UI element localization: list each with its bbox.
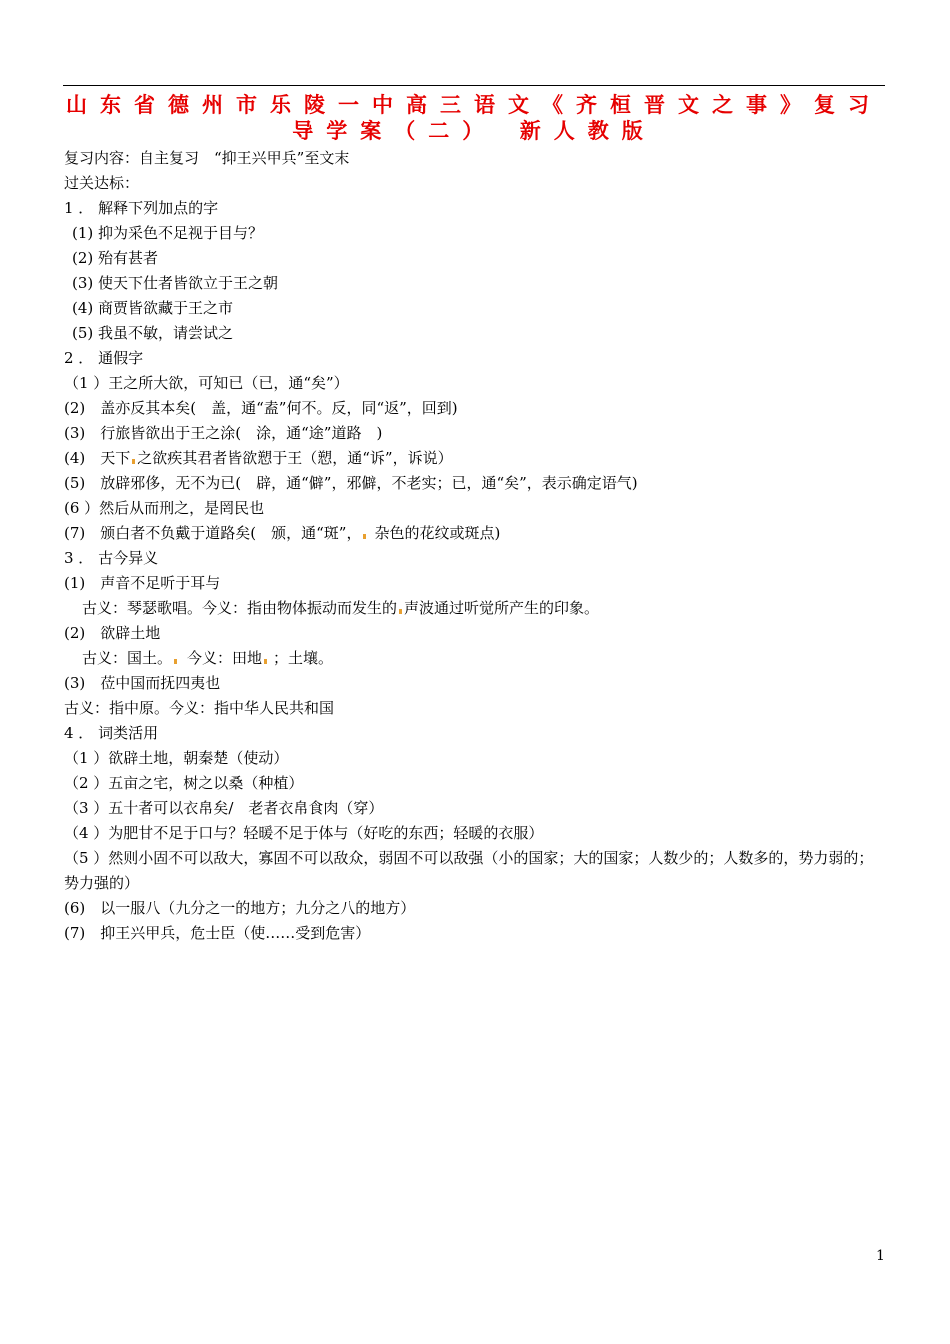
list-item: （5 ）然则小固不可以敌大，寡固不可以敌众，弱固不可以敌强（小的国家；大的国家；人数少的；人数多的，势力弱的；势力强的） bbox=[64, 849, 874, 892]
list-item: (3) 行旅皆欲出于王之涂( 涂，通“途”道路 ) bbox=[64, 424, 383, 442]
list-item: (6) 以一服八（九分之一的地方；九分之八的地方） bbox=[64, 899, 416, 917]
list-item: (2) 盖亦反其本矣( 盖，通“盍”何不。反，同“返”，回到) bbox=[64, 399, 458, 417]
section-4-heading: 4 ． 词类活用 bbox=[64, 724, 159, 742]
page-number: 1 bbox=[876, 1248, 885, 1264]
section-3-heading: 3 ． 古今异义 bbox=[64, 549, 159, 567]
list-item: （1 ）欲辟土地，朝秦楚（使动） bbox=[64, 749, 289, 767]
list-item: (6 ）然后从而刑之，是罔民也 bbox=[64, 499, 265, 517]
note-text: 古义：琴瑟歌唱。今义：指由物体振动而发生的 bbox=[82, 599, 398, 617]
emphasis-mark bbox=[363, 534, 366, 539]
goals-label: 过关达标： bbox=[64, 174, 140, 192]
item-text: (4) 天下 bbox=[64, 449, 131, 467]
list-item: (7) 抑王兴甲兵，危士臣（使……受到危害） bbox=[64, 924, 371, 942]
list-item bbox=[64, 446, 886, 471]
note-text: ；土壤。 bbox=[273, 649, 334, 667]
list-item: (3) 使天下仕者皆欲立于王之朝 bbox=[72, 274, 279, 292]
list-item: (1) 抑为采色不足视于目与？ bbox=[72, 224, 264, 242]
document-body bbox=[64, 146, 886, 946]
list-item: (4) 商贾皆欲藏于王之市 bbox=[72, 299, 234, 317]
item-text: (7) 颁白者不负戴于道路矣( 颁，通“斑”， bbox=[64, 524, 362, 542]
title-line-1: 山东省德州市乐陵一中高三语文《齐桓晋文之事》复习 bbox=[66, 93, 882, 117]
list-item: （4 ）为肥甘不足于口与？轻暖不足于体与（好吃的东西；轻暖的衣服） bbox=[64, 824, 544, 842]
section-1-heading: 1 ． 解释下列加点的字 bbox=[64, 199, 219, 217]
item-text: 之欲疾其君者皆欲愬于王（愬，通“诉”，诉说） bbox=[137, 449, 453, 467]
list-item: （2 ）五亩之宅，树之以桑（种植） bbox=[64, 774, 304, 792]
list-item: (2) 殆有甚者 bbox=[72, 249, 159, 267]
list-item: (5) 我虽不敏，请尝试之 bbox=[72, 324, 234, 342]
item-text: 杂色的花纹或斑点) bbox=[374, 524, 501, 542]
note bbox=[64, 646, 886, 671]
list-item: (5) 放辟邪侈，无不为已( 辟，通“僻”，邪僻，不老实；已，通“矣”，表示确定语气) bbox=[64, 474, 638, 492]
list-item: (2) 欲辟土地 bbox=[64, 624, 161, 642]
list-item: （1 ）王之所大欲，可知已（已，通“矣”） bbox=[64, 374, 349, 392]
review-content: 复习内容：自主复习 “抑王兴甲兵”至文末 bbox=[64, 149, 350, 167]
section-2-heading: 2 ． 通假字 bbox=[64, 349, 144, 367]
title-line-2: 导学案（二） 新人教版 bbox=[292, 119, 656, 143]
document-title bbox=[63, 92, 885, 144]
note-text: 今义：田地 bbox=[187, 649, 263, 667]
emphasis-mark bbox=[132, 459, 135, 464]
emphasis-mark bbox=[264, 659, 267, 664]
list-item: (1) 声音不足听于耳与 bbox=[64, 574, 221, 592]
list-item: (3) 莅中国而抚四夷也 bbox=[64, 674, 221, 692]
note bbox=[64, 596, 886, 621]
note: 古义：指中原。今义：指中华人民共和国 bbox=[64, 699, 335, 717]
header-rule bbox=[63, 85, 885, 86]
emphasis-mark bbox=[174, 659, 177, 664]
emphasis-mark bbox=[399, 609, 402, 614]
list-item bbox=[64, 521, 886, 546]
note-text: 古义：国土。 bbox=[82, 649, 173, 667]
list-item: （3 ）五十者可以衣帛矣/ 老者衣帛食肉（穿） bbox=[64, 799, 384, 817]
note-text: 声波通过听觉所产生的印象。 bbox=[404, 599, 600, 617]
